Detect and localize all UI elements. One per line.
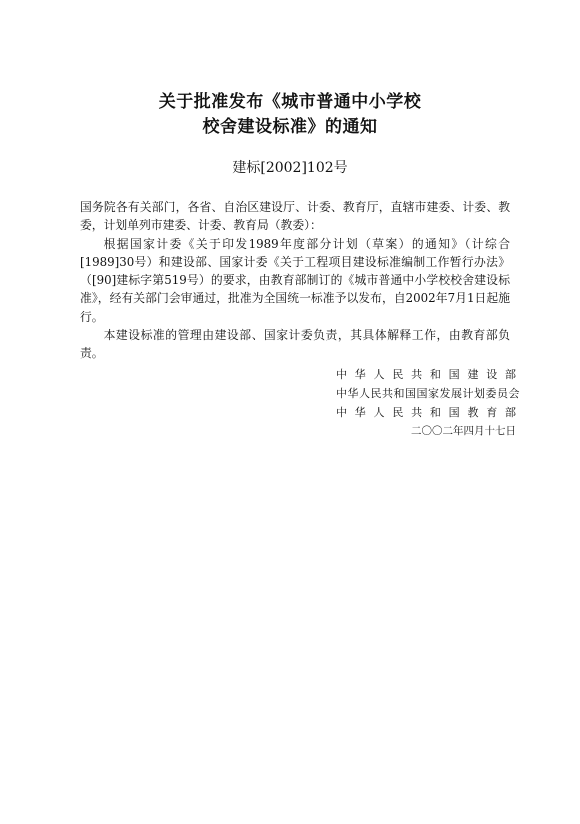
recipients: 国务院各有关部门，各省、自治区建设厅、计委、教育厅，直辖市建委、计委、教委，计划单列市建委、计委、教育局（教委）： bbox=[80, 200, 510, 233]
signatory-ministry-of-education: 中华人民共和国教育部 bbox=[336, 406, 516, 419]
body-paragraph-1: 根据国家计委《关于印发1989年度部分计划（草案）的通知》（计综合[1989]30号）和建设部、国家计委《关于工程项目建设标准编制工作暂行办法》（[90]建标字第519号）的要求，由教育部制订的《城市普通中小学校校舍建设标准》，经有关部门会审通过，批准为全国统一标准予以发布，自2002年7月1日起施行。 bbox=[80, 236, 510, 324]
issue-date: 二〇〇二年四月十七日 bbox=[411, 425, 516, 437]
signature-block bbox=[336, 365, 520, 441]
title-line-1: 关于批准发布《城市普通中小学校 bbox=[158, 92, 422, 112]
document-number: 建标[2002]102号 bbox=[232, 160, 348, 176]
signatory-ministry-of-construction: 中华人民共和国建设部 bbox=[336, 368, 516, 381]
signatory-state-development-planning-commission: 中华人民共和国国家发展计划委员会 bbox=[336, 387, 520, 400]
title-line-2: 校舍建设标准》的通知 bbox=[202, 117, 378, 137]
notice-body bbox=[80, 198, 510, 363]
body-paragraph-2: 本建设标准的管理由建设部、国家计委负责，其具体解释工作，由教育部负责。 bbox=[80, 328, 510, 361]
